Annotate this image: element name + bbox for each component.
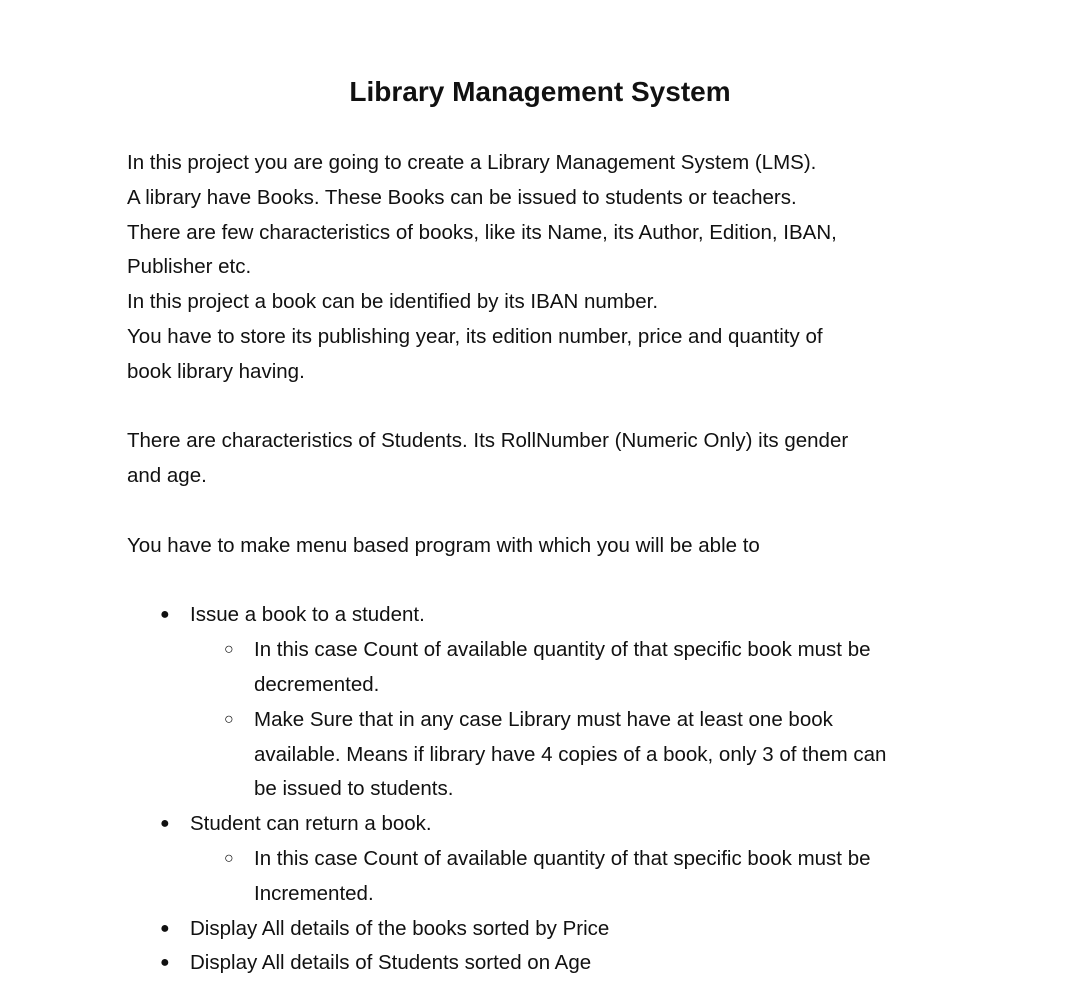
students-section <box>127 424 957 494</box>
intro-line: In this project a book can be identified by its IBAN number. <box>127 290 659 314</box>
sub-list-item-line: Incremented. <box>254 881 374 905</box>
sub-list-item-line: In this case Count of available quantity of that specific book must be <box>254 846 871 870</box>
document-body <box>127 72 957 981</box>
sub-list-item-line: decremented. <box>254 672 380 696</box>
intro-line: Publisher etc. <box>127 255 252 279</box>
sub-list <box>127 842 957 912</box>
sub-list-item-line: Make Sure that in any case Library must have at least one book <box>254 707 833 731</box>
sub-list-item-line: be issued to students. <box>254 777 454 801</box>
spacer <box>127 390 957 425</box>
students-line: and age. <box>127 464 207 488</box>
intro-section <box>127 146 957 390</box>
intro-line: There are few characteristics of books, like its Name, its Author, Edition, IBAN, <box>127 220 837 244</box>
circle-bullet-icon: ○ <box>224 849 234 867</box>
list-item <box>127 598 957 633</box>
spacer <box>127 494 957 529</box>
sub-list-item-line: In this case Count of available quantity of that specific book must be <box>254 638 871 662</box>
intro-line: In this project you are going to create a Library Management System (LMS). <box>127 151 817 174</box>
page-title: Library Management System <box>349 76 731 107</box>
intro-line: book library having. <box>127 359 305 383</box>
sub-list-item <box>127 703 957 807</box>
students-line: There are characteristics of Students. Its RollNumber (Numeric Only) its gender <box>127 429 849 453</box>
list-item <box>127 807 957 842</box>
intro-line: A library have Books. These Books can be issued to students or teachers. <box>127 185 797 209</box>
circle-bullet-icon: ○ <box>224 710 234 728</box>
circle-bullet-icon: ○ <box>224 641 234 659</box>
list-item-text: Student can return a book. <box>190 812 432 836</box>
menu-intro: You have to make menu based program with which you will be able to <box>127 533 760 557</box>
sublist-wrapper <box>127 633 957 807</box>
bullet-icon: ● <box>160 606 170 624</box>
intro-line: You have to store its publishing year, its edition number, price and quantity of <box>127 324 823 348</box>
bullet-icon: ● <box>160 919 170 937</box>
list-item-text: Issue a book to a student. <box>190 603 425 627</box>
list-item-text: Display All details of Students sorted on Age <box>190 951 592 975</box>
list-item-text: Display All details of the books sorted by Price <box>190 916 610 940</box>
sublist-wrapper <box>127 842 957 912</box>
spacer <box>127 564 957 599</box>
sub-list-item <box>127 633 957 703</box>
list-item <box>127 946 957 981</box>
requirements-list <box>127 598 957 981</box>
sub-list-item-line: available. Means if library have 4 copies of a book, only 3 of them can <box>254 742 887 766</box>
sub-list <box>127 633 957 807</box>
bullet-icon: ● <box>160 954 170 972</box>
list-item <box>127 912 957 947</box>
sub-list-item <box>127 842 957 912</box>
bullet-icon: ● <box>160 815 170 833</box>
